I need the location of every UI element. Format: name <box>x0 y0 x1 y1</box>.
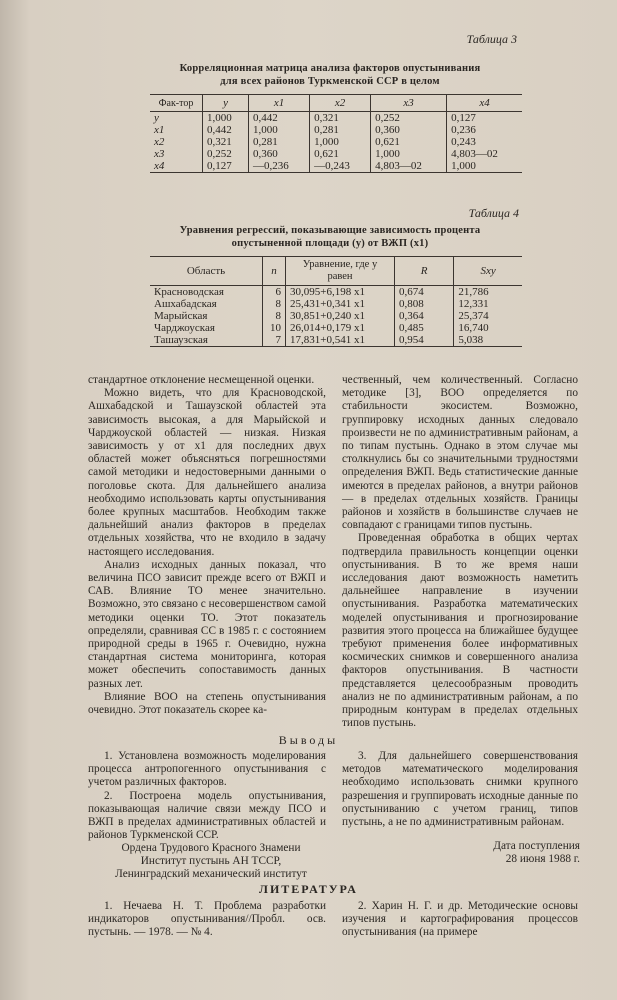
table-cell: 21,786 <box>454 286 522 299</box>
paragraph: чественный, чем количественный. Согласно методике [3], ВОО определяется по стабильности экосистем. Возможно, группировку исходных данных следовало произвести не по административным районам, а по типам пустынь. Однако в этом случае мы столкнулись бы со значительными трудностями определения ВЖП. Ведь статистические данные имеются в пределах районов, а внутри районов — в пределах отдельных хозяйств. Границы районов и хозяйств в большинстве случаев не совпадают с границами типов пустынь. <box>342 374 578 532</box>
table4-title-line1: Уравнения регрессий, показывающие зависимость процента <box>179 225 481 236</box>
paragraph: стандартное отклонение несмещенной оценки. <box>88 374 315 386</box>
received-date <box>470 840 580 866</box>
institution-line: Ордена Трудового Красного Знамени <box>121 842 301 854</box>
institution-line: Институт пустынь АН ТССР, <box>140 855 282 867</box>
table-cell: 0,281 <box>249 136 310 148</box>
table-cell: 0,252 <box>371 112 447 125</box>
table-row <box>150 310 522 322</box>
conclusion-item: 1. Установлена возможность моделирования процесса антропогенного опустынивания с учетом различных факторов. <box>88 750 326 789</box>
table-row <box>150 286 522 299</box>
conclusion-item: 3. Для дальнейшего совершенствования методов математического моделирования необходимо использовать снимки крупного разрешения и группировать исходные данные по опустыниванию с учетом границ, типов пустынь, а не по административным районам. <box>342 750 578 829</box>
table-cell: Чарджоуская <box>154 322 215 334</box>
table-cell: 0,621 <box>310 148 371 160</box>
table-cell: x3 <box>154 148 165 160</box>
table-cell: 30,095+6,198 x1 <box>286 286 395 299</box>
table-cell: 0,621 <box>371 136 447 148</box>
table-cell: 16,740 <box>454 322 522 334</box>
table-cell: Ашхабадская <box>154 298 217 310</box>
table3-header: y <box>203 95 249 112</box>
table-cell: 0,485 <box>395 322 454 334</box>
reference-2 <box>342 900 578 940</box>
left-text-column <box>88 374 326 717</box>
table-row <box>150 322 522 334</box>
table3-header: Фак-тор <box>150 95 203 112</box>
table-cell: 0,127 <box>203 160 249 173</box>
table-cell: 4,803—02 <box>371 160 447 173</box>
table-cell: 5,038 <box>454 334 522 347</box>
table-cell: 0,442 <box>249 112 310 125</box>
table-cell: —0,236 <box>249 160 310 173</box>
table-cell: 0,321 <box>310 112 371 125</box>
table4-header: Sxy <box>454 257 522 286</box>
table-cell: 0,674 <box>395 286 454 299</box>
table-cell: 0,442 <box>203 124 249 136</box>
table-row <box>150 124 522 136</box>
paragraph: Можно видеть, что для Красноводской, Ашхабадской и Ташаузской областей эта зависимость высокая, а для Марыйской и Чарджоуской областей — низкая. Низкая зависимость y от x1 для последних двух областей может объясняться погрешностями самой методики и недостоверными данными о поголовье скота. Для дальнейшего анализа необходимо использовать карты опустынивания более крупных масштабов. Необходим также дальнейший анализ факторов в пределах отдельных хозяйства, что не входило в задачу настоящего исследования. <box>88 387 326 558</box>
table-cell: 0,808 <box>395 298 454 310</box>
table-cell: 30,851+0,240 x1 <box>286 310 395 322</box>
table-cell: 0,954 <box>395 334 454 347</box>
table4-header: Область <box>150 257 263 286</box>
right-text-column <box>342 374 578 730</box>
table3-title-line1: Корреляционная матрица анализа факторов опустынивания <box>179 63 481 74</box>
table-cell: —0,243 <box>310 160 371 173</box>
table-cell: y <box>154 112 159 124</box>
table3-header: x4 <box>447 95 522 112</box>
table-cell: 0,360 <box>371 124 447 136</box>
table-cell: 17,831+0,541 x1 <box>286 334 395 347</box>
table-cell: 12,331 <box>454 298 522 310</box>
table-cell: 8 <box>263 310 286 322</box>
table3-title-line2: для всех районов Туркменской ССР в целом <box>220 76 440 87</box>
table4-header: n <box>263 257 286 286</box>
table-cell: 1,000 <box>447 160 522 173</box>
table-cell: 0,127 <box>447 112 522 125</box>
table-cell: 0,360 <box>249 148 310 160</box>
table4-label: Таблица 4 <box>468 206 519 220</box>
table3-header: x3 <box>371 95 447 112</box>
table-cell: 1,000 <box>371 148 447 160</box>
reference-1 <box>88 900 326 940</box>
table-cell: Красноводская <box>154 286 224 298</box>
received-line: 28 июня 1988 г. <box>505 853 580 865</box>
table-cell: 7 <box>263 334 286 347</box>
literature-heading: ЛИТЕРАТУРА <box>259 882 358 896</box>
table-cell: 4,803—02 <box>447 148 522 160</box>
paragraph: Влияние ВОО на степень опустынивания очевидно. Этот показатель скорее ка- <box>88 690 326 717</box>
table-cell: 0,364 <box>395 310 454 322</box>
table-row <box>150 148 522 160</box>
table-cell: 1,000 <box>249 124 310 136</box>
institution-line: Ленинградский механический институт <box>115 868 307 880</box>
table-row <box>150 160 522 173</box>
table3-header: x1 <box>249 95 310 112</box>
reference-text: 1. Нечаева Н. Т. Проблема разработки индикаторов опустынивания//Пробл. осв. пустынь. — 1978. — № 4. <box>88 900 326 939</box>
conclusions-right-column <box>342 750 578 829</box>
table-cell: 10 <box>263 322 286 334</box>
table4-header: R <box>395 257 454 286</box>
institution <box>96 842 326 881</box>
table-cell: 0,321 <box>203 136 249 148</box>
table-cell: 0,236 <box>447 124 522 136</box>
table-cell: 0,281 <box>310 124 371 136</box>
table3-title <box>140 62 520 88</box>
table-cell: 1,000 <box>203 112 249 125</box>
table-cell: 6 <box>263 286 286 299</box>
table-row <box>150 136 522 148</box>
table4-header: Уравнение, где y равен <box>286 257 395 286</box>
table4-title <box>140 224 520 250</box>
table-cell: Ташаузская <box>150 334 263 347</box>
paragraph: Проведенная обработка в общих чертах подтвердила правильность концепции оценки опустынивания. В то же время наши исследования дают возможность наметить дальнейшее направление в изучении опустынивания. Разработка математических моделей опустынивания и прогнозирование развития этого процесса на ближайшее будущее требуют применения более информативных космических снимков и совершенного анализа факторов опустынивания. В частности представляется целесообразным проводить анализ не по административным районам, а по природным контурам в пределах отдельных типов пустынь. <box>342 532 578 730</box>
table-cell: Марыйская <box>154 310 208 322</box>
correlation-matrix-table <box>150 94 522 173</box>
table-cell: 25,431+0,341 x1 <box>286 298 395 310</box>
table3-label: Таблица 3 <box>466 32 517 46</box>
table4-title-line2: опустыненной площади (y) от ВЖП (x1) <box>231 238 429 249</box>
table-row <box>150 334 522 347</box>
table-cell: x2 <box>154 136 165 148</box>
received-line: Дата поступления <box>493 840 580 852</box>
table-cell: 0,252 <box>203 148 249 160</box>
table-cell: 0,243 <box>447 136 522 148</box>
regression-table <box>150 256 522 347</box>
conclusions-heading: Выводы <box>278 733 339 747</box>
reference-text: 2. Харин Н. Г. и др. Методические основы изучения и картографирования процессов опустынивания (на примере <box>342 900 578 939</box>
table-row <box>150 298 522 310</box>
table-cell: x1 <box>154 124 165 136</box>
table-cell: 25,374 <box>454 310 522 322</box>
table-row <box>150 112 522 125</box>
table-cell: 26,014+0,179 x1 <box>286 322 395 334</box>
conclusions-left-column <box>88 750 326 842</box>
table-cell: 8 <box>263 298 286 310</box>
table3-header: x2 <box>310 95 371 112</box>
conclusion-item: 2. Построена модель опустынивания, показывающая наличие связи между ПСО и ВЖП в пределах административных областей и районов Туркменской ССР. <box>88 789 326 842</box>
table-cell: x4 <box>150 160 203 173</box>
paragraph: Анализ исходных данных показал, что величина ПСО зависит прежде всего от ВЖП и САВ. Влияние ТО менее значительно. Возможно, это связано с несовершенством самой методики оценки ТО. Этот показатель определяли, сравнивая СС в 1985 г. с состоянием природной среды в 1965 г. Очевидно, нужна стандартная система мониторинга, которая может обеспечить сопоставимость данных разных лет. <box>88 558 326 690</box>
table-cell: 1,000 <box>310 136 371 148</box>
